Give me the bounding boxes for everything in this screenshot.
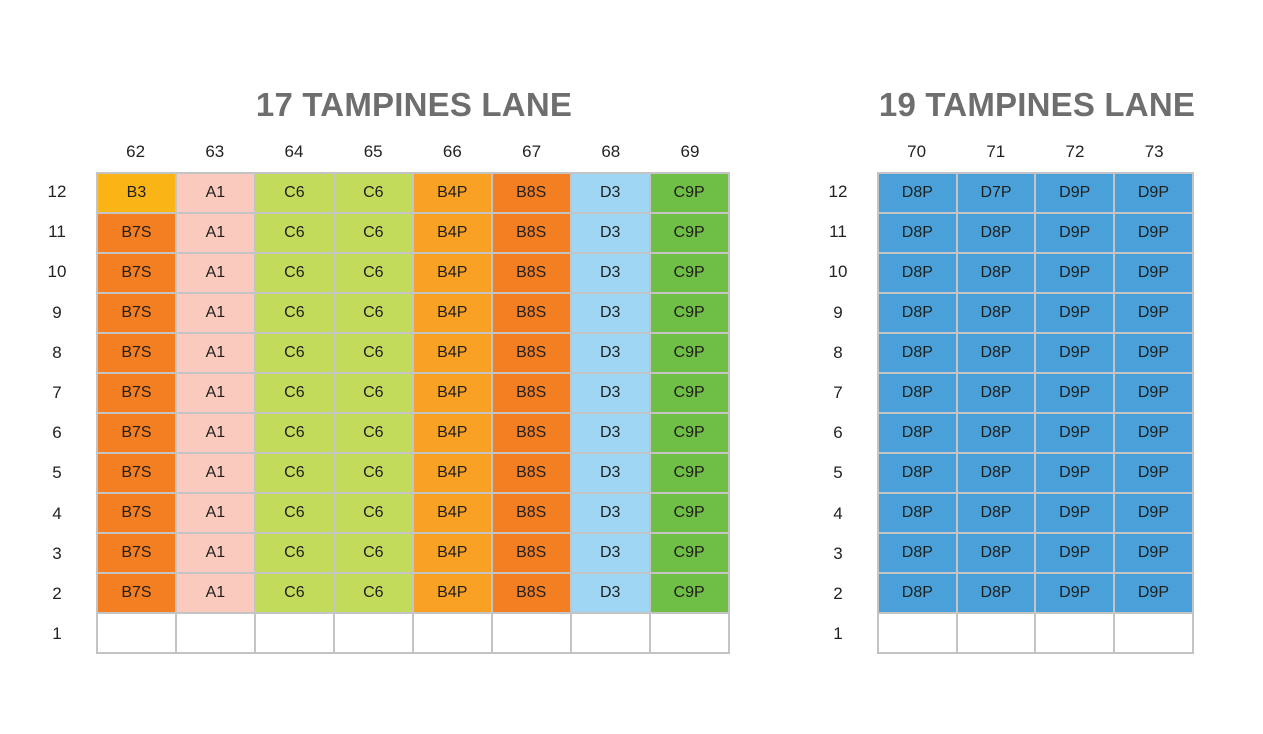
unit-cell: D9P (1036, 294, 1113, 332)
floor-number-label: 6 (52, 423, 62, 443)
unit-cell: B8S (493, 214, 570, 252)
floor-number-label: 4 (833, 503, 843, 523)
floor-number-label: 11 (48, 222, 66, 242)
unit-cell: A1 (177, 574, 254, 612)
unit-cell: D9P (1115, 214, 1192, 252)
unit-cell: D8P (879, 374, 956, 412)
unit-cell: D9P (1036, 534, 1113, 572)
unit-cell: C6 (256, 254, 333, 292)
unit-cell: C9P (651, 494, 728, 532)
unit-cell: C9P (651, 294, 728, 332)
unit-cell: B8S (493, 454, 570, 492)
unit-cell: C6 (256, 454, 333, 492)
unit-cell: D3 (572, 294, 649, 332)
unit-cell: D8P (958, 534, 1035, 572)
empty-unit-cell (256, 614, 333, 652)
unit-cell: B7S (98, 454, 175, 492)
unit-cell: B7S (98, 254, 175, 292)
unit-cell: D9P (1115, 574, 1192, 612)
unit-cell: D8P (958, 214, 1035, 252)
unit-cell: A1 (177, 214, 254, 252)
unit-cell: C6 (335, 334, 412, 372)
floor-number-label: 3 (833, 543, 843, 563)
empty-unit-cell (1115, 614, 1192, 652)
unit-cell: C6 (256, 534, 333, 572)
empty-unit-cell (958, 614, 1035, 652)
empty-unit-cell (414, 614, 491, 652)
unit-cell: D9P (1115, 374, 1192, 412)
column-number-label: 72 (1065, 142, 1085, 161)
unit-cell: A1 (177, 494, 254, 532)
unit-cell: D8P (879, 534, 956, 572)
unit-cell: B7S (98, 534, 175, 572)
floor-number-label: 8 (52, 342, 62, 362)
unit-cell: C6 (335, 534, 412, 572)
unit-cell: D9P (1115, 454, 1192, 492)
unit-cell: D9P (1115, 334, 1192, 372)
unit-cell: D3 (572, 174, 649, 212)
unit-cell: D9P (1036, 414, 1113, 452)
unit-cell: C6 (256, 414, 333, 452)
column-number-label: 68 (601, 142, 621, 161)
unit-cell: A1 (177, 414, 254, 452)
unit-cell: D8P (879, 174, 956, 212)
empty-unit-cell (493, 614, 570, 652)
unit-cell: D9P (1115, 494, 1192, 532)
unit-cell: B4P (414, 414, 491, 452)
unit-cell: C9P (651, 374, 728, 412)
unit-cell: C6 (335, 254, 412, 292)
unit-cell: D3 (572, 574, 649, 612)
unit-cell: D8P (958, 454, 1035, 492)
unit-cell: B7S (98, 574, 175, 612)
unit-cell: B7S (98, 414, 175, 452)
unit-cell: C6 (256, 214, 333, 252)
block-title: 17 TAMPINES LANE (255, 86, 573, 123)
floor-number-label: 5 (52, 463, 62, 483)
unit-cell: D8P (879, 494, 956, 532)
unit-cell: B7S (98, 294, 175, 332)
unit-cell: D8P (879, 334, 956, 372)
unit-cell: C6 (335, 454, 412, 492)
unit-cell: C6 (335, 414, 412, 452)
column-number-label: 69 (680, 142, 700, 161)
floor-number-label: 3 (52, 543, 62, 563)
unit-cell: B4P (414, 574, 491, 612)
unit-cell: B8S (493, 494, 570, 532)
unit-cell: D3 (572, 414, 649, 452)
unit-cell: D9P (1036, 334, 1113, 372)
floor-number-label: 9 (833, 302, 843, 322)
unit-cell: C6 (335, 494, 412, 532)
unit-cell: D8P (879, 254, 956, 292)
unit-cell: C6 (335, 174, 412, 212)
floor-number-label: 10 (828, 262, 848, 282)
column-number-label: 71 (986, 142, 1006, 161)
unit-cell: C6 (335, 574, 412, 612)
floor-number-label: 2 (833, 584, 843, 603)
floor-number-label: 9 (52, 302, 62, 322)
empty-unit-cell (177, 614, 254, 652)
unit-cell: C9P (651, 574, 728, 612)
unit-cell: B4P (414, 214, 491, 252)
unit-cell: D3 (572, 334, 649, 372)
unit-cell: D8P (958, 294, 1035, 332)
unit-cell: A1 (177, 174, 254, 212)
unit-cell: D8P (879, 294, 956, 332)
unit-cell: D3 (572, 534, 649, 572)
unit-cell: B8S (493, 254, 570, 292)
column-number-label: 70 (907, 142, 927, 161)
unit-cell: A1 (177, 334, 254, 372)
unit-cell: B4P (414, 334, 491, 372)
unit-cell: B8S (493, 374, 570, 412)
floor-number-label: 2 (52, 584, 62, 603)
unit-grid (96, 172, 730, 654)
unit-cell: B7S (98, 374, 175, 412)
unit-cell: B8S (493, 414, 570, 452)
unit-cell: D8P (958, 254, 1035, 292)
unit-cell: D9P (1036, 214, 1113, 252)
unit-cell: D3 (572, 254, 649, 292)
floor-number-label: 11 (829, 222, 847, 242)
unit-cell: A1 (177, 254, 254, 292)
unit-cell: C6 (256, 174, 333, 212)
floor-number-label: 5 (833, 463, 843, 483)
unit-cell: C9P (651, 534, 728, 572)
floor-number-label: 8 (833, 342, 843, 362)
floor-number-label: 1 (52, 624, 62, 644)
floor-number-label: 12 (47, 182, 67, 201)
unit-cell: D8P (879, 414, 956, 452)
unit-cell: B8S (493, 574, 570, 612)
block-title: 19 TAMPINES LANE (878, 86, 1196, 123)
column-number-label: 64 (284, 142, 304, 161)
unit-cell: D9P (1036, 574, 1113, 612)
unit-cell: C6 (256, 494, 333, 532)
unit-cell: B4P (414, 454, 491, 492)
empty-unit-cell (572, 614, 649, 652)
empty-unit-cell (335, 614, 412, 652)
unit-cell: C6 (335, 374, 412, 412)
unit-cell: D9P (1115, 534, 1192, 572)
unit-cell: D9P (1036, 174, 1113, 212)
unit-cell: D8P (958, 574, 1035, 612)
unit-cell: A1 (177, 454, 254, 492)
unit-cell: D9P (1036, 374, 1113, 412)
unit-cell: C6 (335, 214, 412, 252)
floor-number-label: 1 (833, 624, 843, 644)
unit-cell: A1 (177, 294, 254, 332)
unit-cell: C9P (651, 254, 728, 292)
unit-cell: D9P (1115, 294, 1192, 332)
unit-cell: D9P (1115, 254, 1192, 292)
unit-cell: A1 (177, 374, 254, 412)
unit-cell: B4P (414, 254, 491, 292)
unit-cell: D3 (572, 454, 649, 492)
unit-cell: A1 (177, 534, 254, 572)
empty-unit-cell (1036, 614, 1113, 652)
unit-cell: B8S (493, 534, 570, 572)
unit-cell: C6 (256, 334, 333, 372)
unit-cell: C9P (651, 334, 728, 372)
column-number-label: 65 (363, 142, 383, 161)
unit-cell: C9P (651, 174, 728, 212)
floor-number-label: 10 (47, 262, 67, 282)
unit-cell: D8P (879, 454, 956, 492)
unit-cell: B4P (414, 534, 491, 572)
unit-cell: B4P (414, 374, 491, 412)
unit-cell: D7P (958, 174, 1035, 212)
unit-cell: D8P (879, 214, 956, 252)
unit-cell: D9P (1115, 414, 1192, 452)
column-number-label: 67 (522, 142, 542, 161)
unit-cell: B4P (414, 294, 491, 332)
unit-cell: B4P (414, 494, 491, 532)
floor-number-label: 12 (828, 182, 848, 201)
unit-cell: D9P (1036, 494, 1113, 532)
unit-cell: D9P (1036, 454, 1113, 492)
unit-cell: D8P (958, 494, 1035, 532)
unit-cell: D3 (572, 494, 649, 532)
column-number-label: 73 (1144, 142, 1164, 161)
floor-number-label: 7 (833, 383, 843, 402)
unit-cell: C9P (651, 454, 728, 492)
floor-number-label: 6 (833, 423, 843, 443)
unit-cell: C9P (651, 414, 728, 452)
unit-cell: D8P (958, 374, 1035, 412)
unit-cell: D8P (958, 334, 1035, 372)
unit-cell: D3 (572, 374, 649, 412)
unit-grid (877, 172, 1194, 654)
unit-cell: B8S (493, 334, 570, 372)
unit-cell: D8P (958, 414, 1035, 452)
floor-number-label: 4 (52, 503, 62, 523)
unit-cell: B7S (98, 494, 175, 532)
unit-cell: B8S (493, 294, 570, 332)
floor-number-label: 7 (52, 383, 62, 402)
unit-cell: B4P (414, 174, 491, 212)
column-number-label: 66 (442, 142, 462, 161)
unit-cell: D9P (1036, 254, 1113, 292)
unit-cell: B7S (98, 334, 175, 372)
unit-cell: C6 (256, 574, 333, 612)
column-number-label: 62 (126, 142, 146, 161)
unit-cell: B8S (493, 174, 570, 212)
empty-unit-cell (651, 614, 728, 652)
unit-cell: B7S (98, 214, 175, 252)
unit-cell: C6 (335, 294, 412, 332)
empty-unit-cell (879, 614, 956, 652)
empty-unit-cell (98, 614, 175, 652)
unit-cell: C6 (256, 294, 333, 332)
unit-cell: D3 (572, 214, 649, 252)
unit-cell: B3 (98, 174, 175, 212)
unit-cell: C6 (256, 374, 333, 412)
unit-cell: D9P (1115, 174, 1192, 212)
column-number-label: 63 (205, 142, 225, 161)
unit-cell: D8P (879, 574, 956, 612)
unit-cell: C9P (651, 214, 728, 252)
